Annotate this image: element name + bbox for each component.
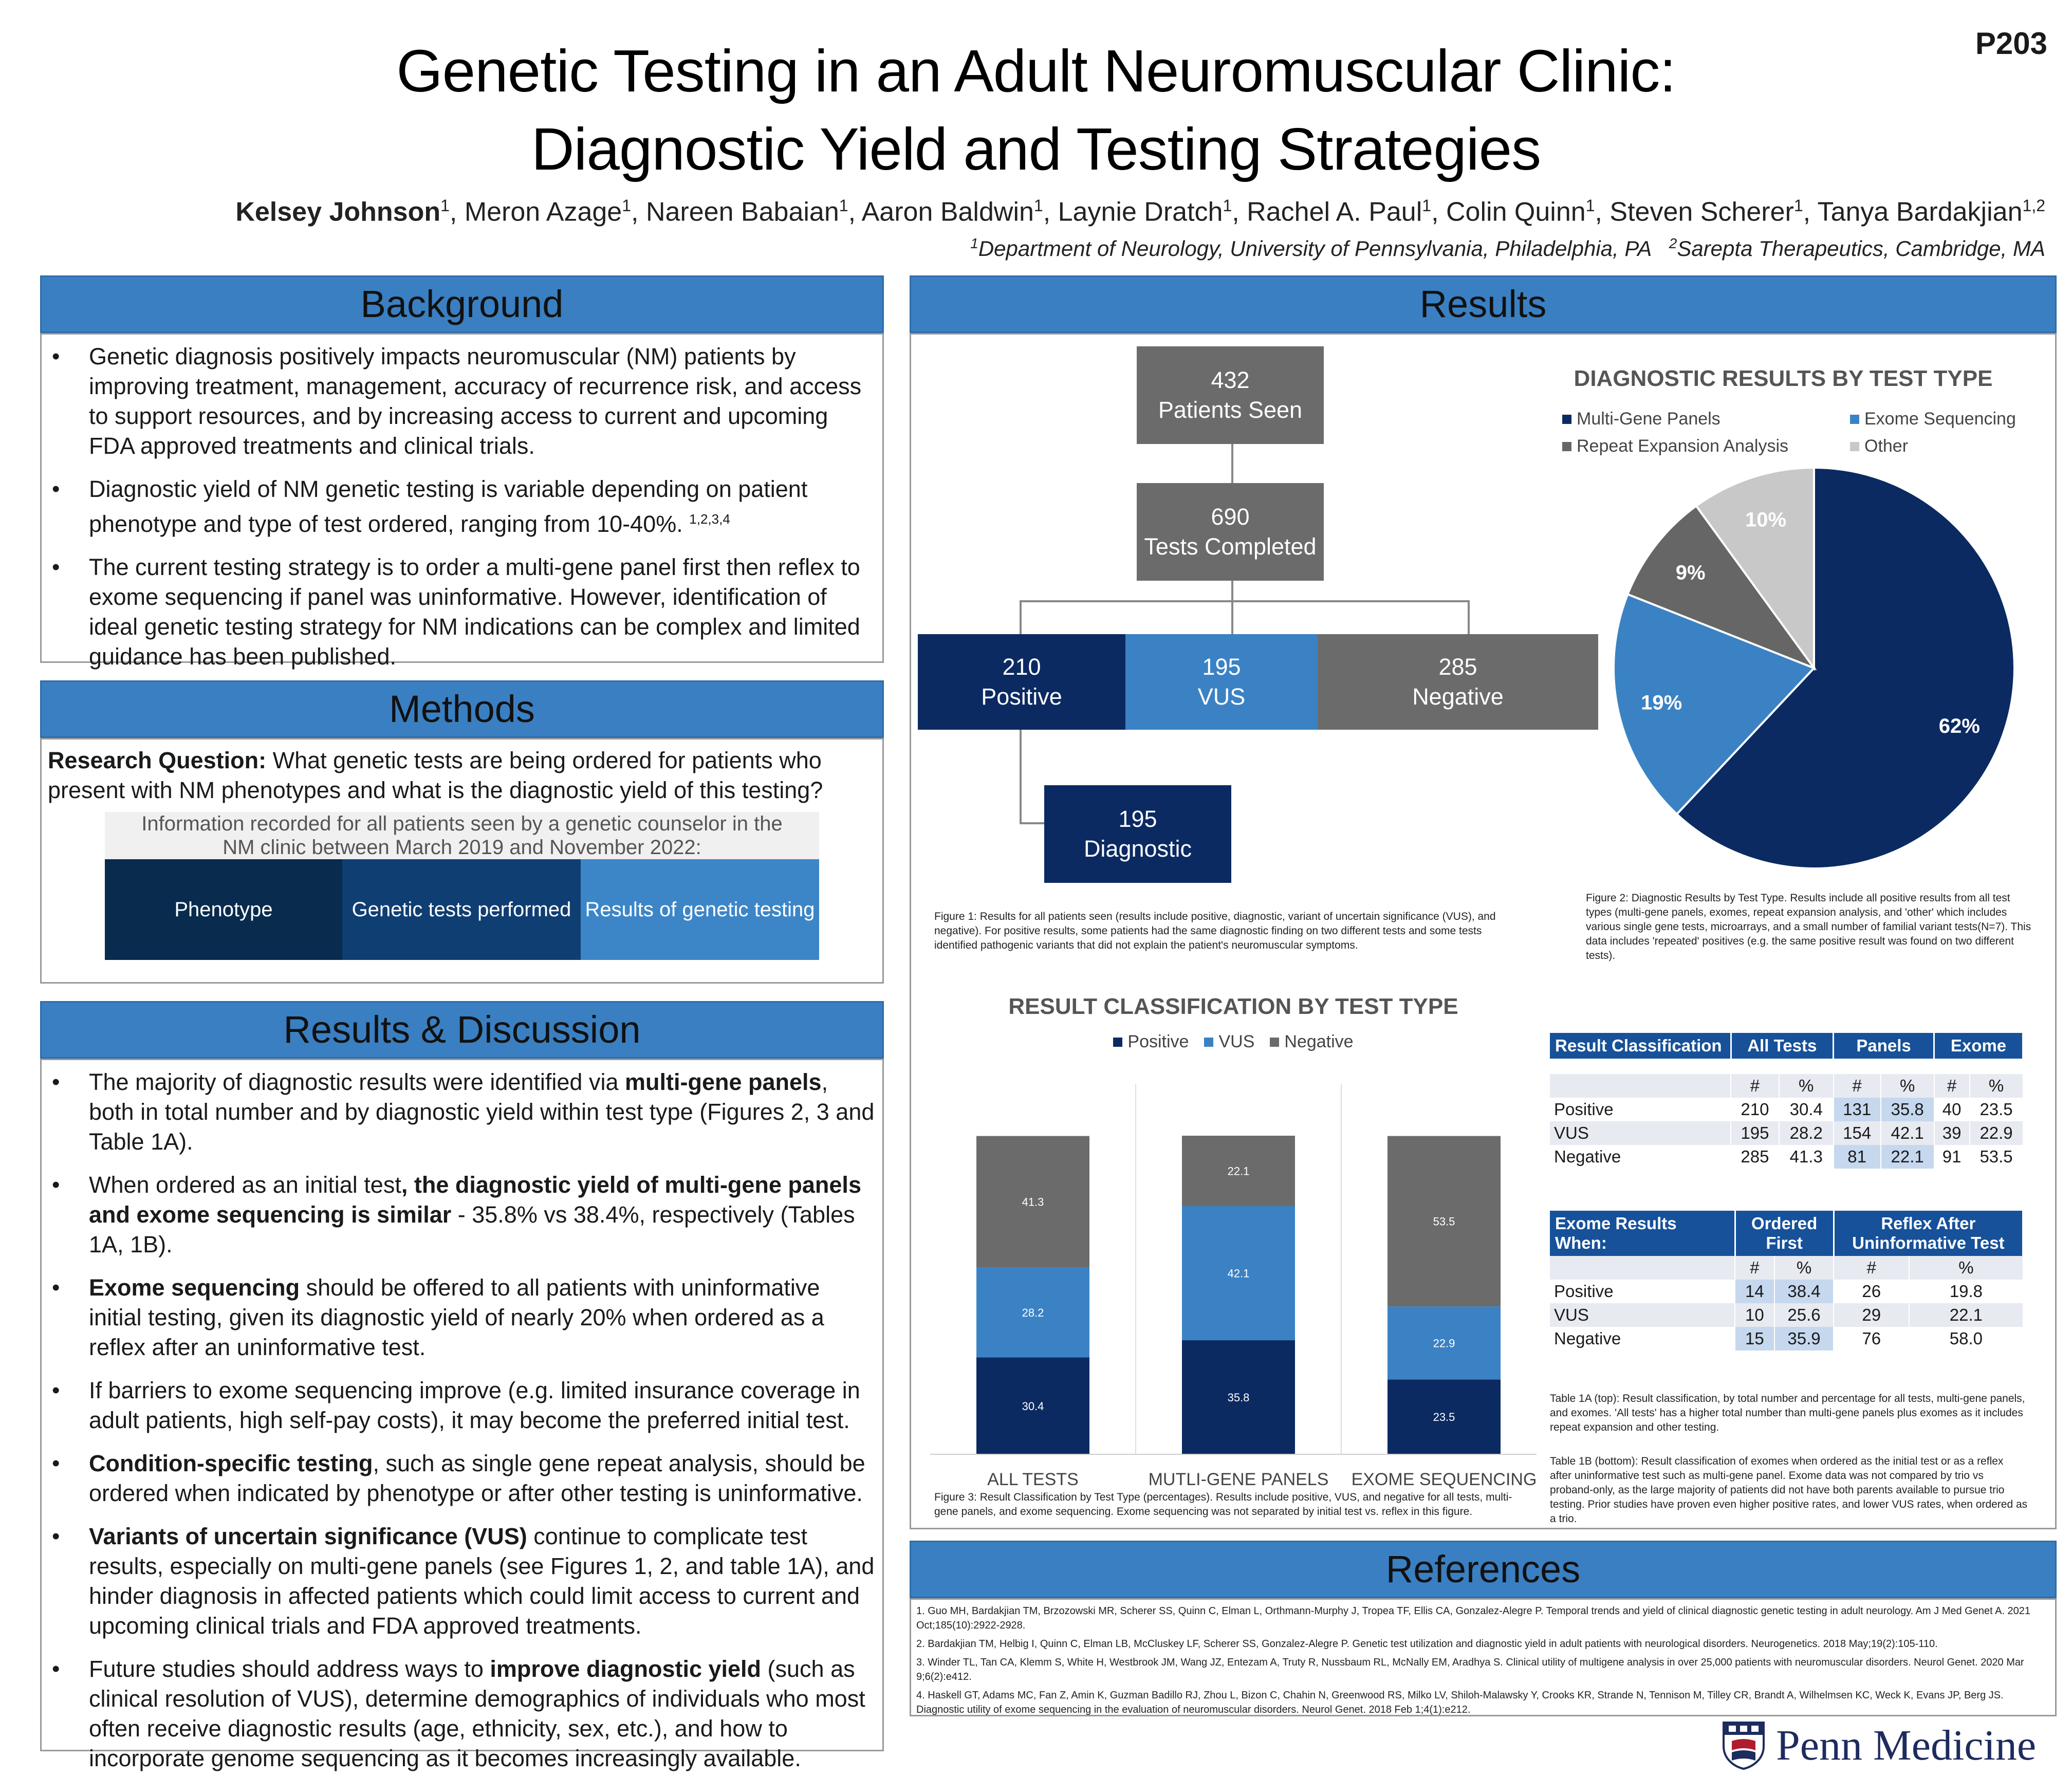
table-cell: # — [1735, 1256, 1774, 1280]
box-label: Patients Seen — [1158, 397, 1303, 423]
reference-item: 1. Guo MH, Bardakjian TM, Brzozowski MR, Scherer SS, Quinn C, Elman L, Orthmann-Murphy J, Tropea TF, Ellis CA, Gonzalez-Alegre P. Temporal trends and yield of clinical diagnostic genetic testing in adult neurology. Am J Med Genet A. 2021 Oct;185(10):2922-2928. — [916, 1605, 2031, 1631]
row-label: Negative — [1550, 1145, 1731, 1169]
author-sup: 1 — [1422, 196, 1432, 215]
discussion-bullet — [48, 1449, 877, 1508]
info-line: NM clinic between March 2019 and November 2022: — [223, 836, 701, 859]
bullet-text: Diagnostic yield of NM genetic testing is variable depending on patient phenotype and type of test ordered, ranging from 10-40%. — [89, 476, 808, 537]
affiliations — [0, 235, 2045, 261]
legend-label: Negative — [1284, 1032, 1354, 1051]
discussion-bullet — [48, 1654, 877, 1773]
table-cell: 41.3 — [1779, 1145, 1834, 1169]
table-1b-caption: Table 1B (bottom): Result classification of exomes when ordered as the initial test or as a reflex after uninformative test such as multi-gene panel. Exome data was not compared by trio vs proband-only, as the large majority of patients did not have both parents available to pursue trio testing. Prior studies have proven even higher positive rates, and lower VUS rates, when ordered as a trio. — [1550, 1455, 2028, 1525]
discussion-bullet — [48, 1522, 877, 1641]
author-sup: 1,2 — [2022, 196, 2045, 215]
t: , the diagnostic yield of multi-gene panels and exome sequencing is similar — [89, 1172, 861, 1228]
legend-swatch — [1113, 1038, 1122, 1047]
table-1a — [1550, 1033, 2024, 1169]
discussion-bullet — [48, 1067, 877, 1157]
affil-sup: 2 — [1669, 235, 1677, 251]
figure-3-caption: Figure 3: Result Classification by Test Type (percentages). Results include positive, VUS, and negative for all tests, multi-gene panels, and exome sequencing. Exome sequencing was not separated by initial test vs. reflex in this figure. — [934, 1491, 1512, 1518]
box-label: Positive — [981, 683, 1062, 710]
table-header: Ordered First — [1735, 1211, 1834, 1256]
t: multi-gene panels — [624, 1069, 822, 1095]
t: - 35.8% vs 38.4%, respectively (Tables 1A, 1B). — [89, 1201, 855, 1257]
legend-item — [1850, 409, 2035, 429]
discussion-bullet — [48, 1170, 877, 1260]
author-sup: 1 — [1223, 196, 1232, 215]
bar-chart-title: RESULT CLASSIFICATION BY TEST TYPE — [1008, 994, 1458, 1019]
table-cell: 22.1 — [1881, 1145, 1934, 1169]
row-label: VUS — [1550, 1121, 1731, 1145]
table-row — [1550, 1280, 2023, 1303]
author-name: Aaron Baldwin — [861, 197, 1034, 227]
tests-completed-box — [1137, 483, 1324, 581]
x-tick-label: MUTLI-GENE PANELS — [1148, 1470, 1329, 1489]
bar-chart — [925, 1064, 1542, 1490]
penn-medicine-logo — [1722, 1719, 2050, 1771]
test-results-box — [581, 859, 819, 960]
table-cell: 285 — [1731, 1145, 1779, 1169]
background-bullet: • The current testing strategy is to order a multi-gene panel first then reflex to exome sequencing if panel was uninformative. However, identification of ideal genetic testing strategy for NM indications can be complex and limited guidance has been published. — [48, 552, 877, 672]
box-number: 432 — [1211, 367, 1250, 393]
table-cell: 81 — [1834, 1145, 1881, 1169]
table-header: All Tests — [1731, 1033, 1834, 1059]
pie-slice-label: 19% — [1641, 691, 1682, 714]
title-line-2: Diagnostic Yield and Testing Strategies — [531, 116, 1541, 182]
table-cell: % — [1970, 1074, 2023, 1098]
background-heading: Background — [40, 275, 884, 333]
table-cell: # — [1731, 1074, 1779, 1098]
author-name: Colin Quinn — [1446, 197, 1586, 227]
table-cell: 35.8 — [1881, 1098, 1934, 1121]
t: Variants of uncertain significance (VUS) — [89, 1523, 527, 1549]
background-bullet — [48, 474, 877, 539]
table-cell: 35.9 — [1774, 1327, 1834, 1350]
figure-2-caption: Figure 2: Diagnostic Results by Test Type. Results include all positive results from all test types (multi-gene panels, exomes, repeat expansion analysis, and 'other' which includes various single gene tests, microarrays, and a small number of familial variant tests(N=7). This data includes 'repeated' positives (e.g. the same positive result was found on two different tests). — [1586, 892, 2031, 961]
tests-performed-box — [342, 859, 581, 960]
box-label: Genetic tests performed — [351, 898, 571, 921]
bar-data-label: 22.1 — [1227, 1164, 1250, 1178]
poster-code: P203 — [1975, 26, 2047, 61]
vus-box — [1125, 634, 1318, 730]
bar-data-label: 41.3 — [1022, 1195, 1044, 1209]
bar-data-label: 22.9 — [1433, 1337, 1455, 1350]
bar-data-label: 23.5 — [1433, 1411, 1455, 1424]
legend-swatch — [1562, 442, 1571, 451]
t: , such as single gene repeat analysis, should be ordered when indicated by phenotype or after other testing is uninformative. — [89, 1450, 865, 1506]
table-cell: 91 — [1934, 1145, 1970, 1169]
author-name: Laynie Dratch — [1058, 197, 1223, 227]
legend-label: Exome Sequencing — [1864, 409, 2016, 429]
table-cell: 76 — [1834, 1327, 1909, 1350]
legend-swatch — [1204, 1038, 1213, 1047]
box-label: Tests Completed — [1144, 533, 1317, 560]
table-header: Exome — [1934, 1033, 2023, 1059]
legend-label: Positive — [1127, 1032, 1189, 1051]
legend-item — [1113, 1032, 1189, 1052]
author-list: Kelsey Johnson$^1$, Meron Azage$^1$, Nareen Babaian$^1$, Aaron Baldwin$^1$, Laynie Dratch$^1$, Rachel A. Paul$^1$, Colin Quinn$^1$, Steven Scherer$^1$, Tanya Bardakjian$^{1,2}$ — [235, 196, 2045, 227]
table-cell: 210 — [1731, 1098, 1779, 1121]
box-number: 195 — [1202, 654, 1241, 680]
table-cell: % — [1779, 1074, 1834, 1098]
table-cell: 15 — [1735, 1327, 1774, 1350]
table-cell: 29 — [1834, 1303, 1909, 1327]
table-row — [1550, 1121, 2023, 1145]
pie-slice-label: 10% — [1745, 508, 1787, 531]
background-panel — [40, 333, 884, 670]
pie-chart — [1608, 462, 2020, 874]
discussion-bullet: • If barriers to exome sequencing improve (e.g. limited insurance coverage in adult patients, high self-pay costs), it may become the preferred initial test. — [48, 1376, 877, 1435]
table-cell: 22.9 — [1970, 1121, 2023, 1145]
info-banner — [105, 812, 819, 859]
affiliation-1: Department of Neurology, University of Pennsylvania, Philadelphia, PA — [978, 236, 1651, 261]
table-cell: 131 — [1834, 1098, 1881, 1121]
table-cell: 19.8 — [1909, 1280, 2023, 1303]
table-cell: % — [1881, 1074, 1934, 1098]
row-label: Positive — [1550, 1280, 1735, 1303]
author-sup: 1 — [1033, 196, 1043, 215]
table-cell: 39 — [1934, 1121, 1970, 1145]
legend-item — [1850, 436, 2035, 456]
author-sup: 1 — [1585, 196, 1595, 215]
table-cell: 25.6 — [1774, 1303, 1834, 1327]
table-cell: 10 — [1735, 1303, 1774, 1327]
discussion-heading: Results & Discussion — [40, 1001, 884, 1059]
legend-item — [1270, 1032, 1353, 1052]
bar-data-label: 28.2 — [1022, 1306, 1044, 1320]
t: When ordered as an initial test — [89, 1172, 401, 1198]
negative-box — [1318, 634, 1598, 730]
table-cell: % — [1774, 1256, 1834, 1280]
table-row — [1550, 1098, 2023, 1121]
t: continue to complicate test results, especially on multi-gene panels (see Figures 1, 2, and table 1A), and hinder diagnosis in affected patients which could limit access to current and upcoming clinical trials and FDA approved treatments. — [89, 1523, 875, 1639]
author-sup: 1 — [1793, 196, 1803, 215]
table-cell: # — [1934, 1074, 1970, 1098]
t: , both in total number and by diagnostic yield within test type (Figures 2, 3 and Table 1A). — [89, 1069, 875, 1155]
table-row — [1550, 1145, 2023, 1169]
table-cell: # — [1834, 1256, 1909, 1280]
table-cell: 14 — [1735, 1280, 1774, 1303]
table-cell: 30.4 — [1779, 1098, 1834, 1121]
reference-item: 4. Haskell GT, Adams MC, Fan Z, Amin K, Guzman Badillo RJ, Zhou L, Bizon C, Chahin N, Greenwood RS, Milko LV, Shiloh-Malawsky Y, Crooks KR, Strande N, Tennison M, Tilley CR, Brandt A, Wilhelmsen KC, Weck K, Evans JP, Berg JS. Diagnostic utility of exome sequencing in the evaluation of neuromuscular disorders. Neurol Genet. 2018 Feb 1;4(1):e212. — [916, 1690, 2004, 1715]
t: Condition-specific testing — [89, 1450, 373, 1476]
row-label: Positive — [1550, 1098, 1731, 1121]
table-header: Panels — [1834, 1033, 1934, 1059]
logo-text: Penn Medicine — [1776, 1721, 2037, 1769]
legend-swatch — [1270, 1038, 1279, 1047]
x-tick-label: EXOME SEQUENCING — [1351, 1470, 1537, 1489]
reference-item: 2. Bardakjian TM, Helbig I, Quinn C, Elman LB, McCluskey LF, Scherer SS, Gonzalez-Alegre P. Genetic test utilization and diagnostic yield in adult patients with neurological disorders. Neurogenetics. 2018 May;19(2):105-110. — [916, 1638, 1938, 1650]
legend-item — [1562, 436, 1850, 456]
table-cell: 28.2 — [1779, 1121, 1834, 1145]
results-heading: Results — [910, 275, 2057, 333]
x-tick-label: ALL TESTS — [987, 1470, 1079, 1489]
pie-chart-title: DIAGNOSTIC RESULTS BY TEST TYPE — [1574, 366, 1993, 391]
research-question — [48, 746, 877, 805]
table-cell: 40 — [1934, 1098, 1970, 1121]
t: improve diagnostic yield — [490, 1656, 762, 1682]
discussion-panel — [40, 1059, 884, 1771]
author-name: Nareen Babaian — [645, 197, 839, 227]
author-sup: 1 — [440, 196, 450, 215]
legend-swatch — [1562, 415, 1571, 424]
legend-label: Repeat Expansion Analysis — [1577, 436, 1789, 456]
poster-title — [0, 32, 2072, 188]
box-label: Diagnostic — [1083, 836, 1192, 862]
citation-sup: 1,2,3,4 — [689, 511, 730, 527]
table-cell: % — [1909, 1256, 2023, 1280]
box-number: 210 — [1002, 654, 1041, 680]
t: Exome sequencing — [89, 1274, 300, 1301]
box-number: 285 — [1438, 654, 1477, 680]
box-label: VUS — [1197, 683, 1246, 710]
table-cell: 58.0 — [1909, 1327, 2023, 1350]
table-cell: # — [1834, 1074, 1881, 1098]
affiliation-2: Sarepta Therapeutics, Cambridge, MA — [1677, 236, 2045, 261]
box-label: Phenotype — [174, 898, 273, 921]
legend-label: VUS — [1218, 1032, 1255, 1051]
legend-label: Multi-Gene Panels — [1577, 409, 1720, 429]
table-cell: 53.5 — [1970, 1145, 2023, 1169]
box-label: Negative — [1412, 683, 1504, 710]
author-name: Kelsey Johnson — [235, 197, 441, 227]
discussion-bullet — [48, 1273, 877, 1362]
pie-legend — [1562, 409, 2035, 456]
rq-label: Research Question: — [48, 747, 267, 773]
diagnostic-box — [1044, 785, 1231, 883]
legend-label: Other — [1864, 436, 1909, 456]
table-cell: 22.1 — [1909, 1303, 2023, 1327]
penn-shield-icon — [1722, 1720, 1766, 1770]
background-bullet: • Genetic diagnosis positively impacts neuromuscular (NM) patients by improving treatment, management, accuracy of recurrence risk, and access to support resources, and by increasing access to current and upcoming FDA approved treatments and clinical trials. — [48, 342, 877, 461]
table-cell: 23.5 — [1970, 1098, 2023, 1121]
bar-data-label: 30.4 — [1022, 1399, 1044, 1413]
bar-data-label: 53.5 — [1433, 1215, 1455, 1228]
methods-heading: Methods — [40, 680, 884, 738]
legend-item — [1562, 409, 1850, 429]
table-row — [1550, 1327, 2023, 1350]
author-name: Rachel A. Paul — [1247, 197, 1422, 227]
title-line-1: Genetic Testing in an Adult Neuromuscular Clinic: — [396, 38, 1676, 104]
t: The majority of diagnostic results were identified via — [89, 1069, 625, 1095]
author-name: Steven Scherer — [1609, 197, 1794, 227]
affil-sup: 1 — [970, 235, 978, 251]
legend-item — [1204, 1032, 1254, 1052]
box-number: 195 — [1118, 806, 1157, 832]
table-row — [1550, 1303, 2023, 1327]
reference-item: 3. Winder TL, Tan CA, Klemm S, White H, Westbrook JM, Wang JZ, Entezam A, Truty R, Nussbaum RL, McNally EM, Aradhya S. Clinical utility of multigene analysis in over 25,000 patients with neuromuscular disorders. Neurol Genet. 2020 Mar 9;6(2):e412. — [916, 1657, 2024, 1682]
table-header: Exome Results When: — [1550, 1211, 1735, 1256]
table-1a-caption: Table 1A (top): Result classification, by total number and percentage for all tests, multi-gene panels, and exomes. 'All tests' has a higher total number than multi-gene panels plus exomes as it includes repeat expansion and other testing. — [1550, 1393, 2025, 1433]
table-cell: 26 — [1834, 1280, 1909, 1303]
bar-data-label: 35.8 — [1227, 1391, 1250, 1404]
table-header: Reflex After Uninformative Test — [1834, 1211, 2023, 1256]
patients-seen-box — [1137, 346, 1324, 444]
table-cell: 195 — [1731, 1121, 1779, 1145]
info-line: Information recorded for all patients seen by a genetic counselor in the — [141, 812, 783, 835]
bar-legend — [925, 1032, 1542, 1052]
figure-1-caption: Figure 1: Results for all patients seen (results include positive, diagnostic, variant of uncertain significance (VUS), and negative). For positive results, some patients had the same diagnostic finding on two different tests and some tests identified pathogenic variants that did not explain the patient's neuromuscular symptoms. — [934, 911, 1496, 951]
table-subheader-row — [1550, 1256, 2023, 1280]
pie-slice-label: 62% — [1938, 714, 1980, 737]
phenotype-box — [105, 859, 342, 960]
author-name: Tanya Bardakjian — [1817, 197, 2023, 227]
pie-slice-label: 9% — [1675, 561, 1706, 584]
table-1b — [1550, 1211, 2024, 1350]
table-cell: 42.1 — [1881, 1121, 1934, 1145]
table-cell: 38.4 — [1774, 1280, 1834, 1303]
references-heading: References — [910, 1541, 2057, 1598]
positive-box — [918, 634, 1125, 730]
t: should be offered to all patients with uninformative initial testing, given its diagnostic yield of nearly 20% when ordered as a reflex after an uninformative test. — [89, 1274, 824, 1360]
row-label: Negative — [1550, 1327, 1735, 1350]
row-label: VUS — [1550, 1303, 1735, 1327]
t: Future studies should address ways to — [89, 1656, 490, 1682]
author-sup: 1 — [839, 196, 848, 215]
legend-swatch — [1850, 415, 1859, 424]
legend-swatch — [1850, 442, 1859, 451]
author-name: Meron Azage — [464, 197, 622, 227]
references-panel — [910, 1598, 2057, 1716]
table-header: Result Classification — [1550, 1033, 1731, 1059]
author-sup: 1 — [622, 196, 632, 215]
box-label: Results of genetic testing — [585, 898, 815, 921]
box-number: 690 — [1211, 504, 1250, 530]
bar-data-label: 42.1 — [1227, 1267, 1250, 1280]
rq-text: What genetic tests are being ordered for patients who present with NM phenotypes and what is the diagnostic yield of this testing? — [48, 747, 823, 803]
table-subheader-row — [1550, 1074, 2023, 1098]
t: (such as clinical resolution of VUS), determine demographics of individuals who most often receive diagnostic results (age, ethnicity, sex, etc.), and how to incorporate genome sequencing as it becomes increasingly available. — [89, 1656, 865, 1771]
table-cell: 154 — [1834, 1121, 1881, 1145]
